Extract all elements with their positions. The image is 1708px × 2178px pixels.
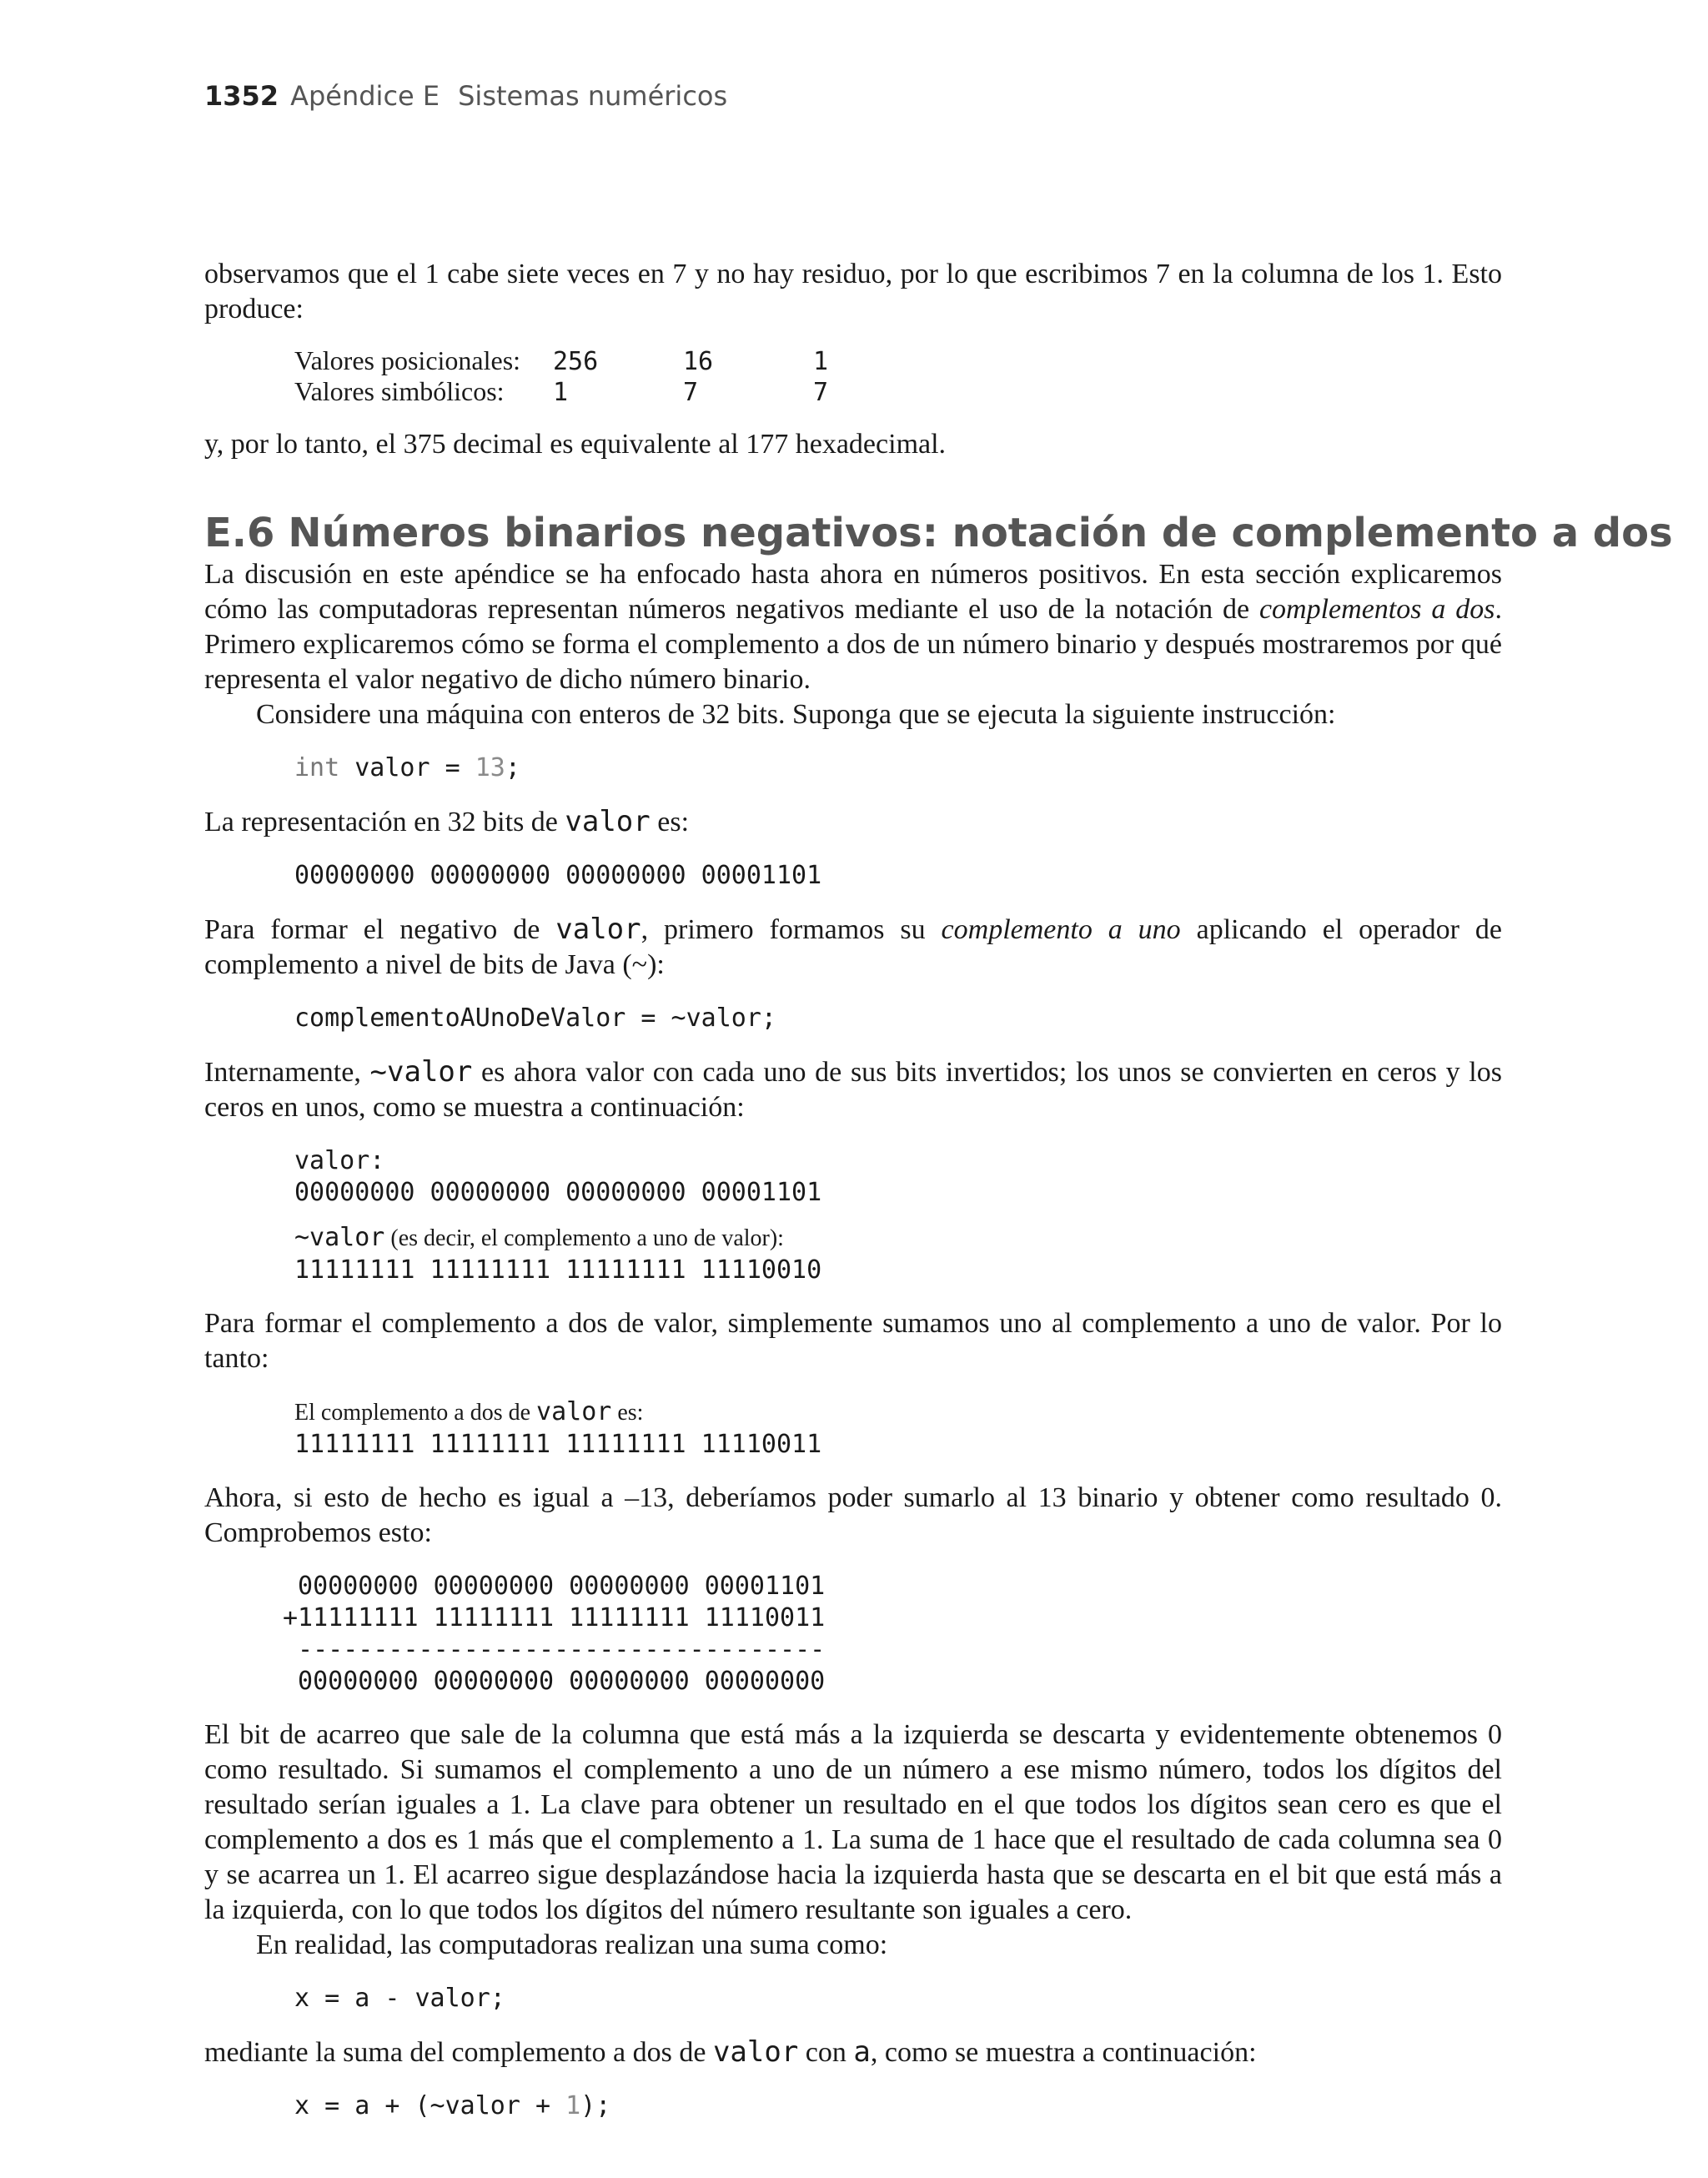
row-label: Valores posicionales: [294, 345, 521, 375]
table-cell: 7 [813, 378, 829, 407]
paragraph-text: Internamente, [204, 1057, 370, 1088]
paragraph-text: , primero formamos su [640, 914, 942, 945]
code-ones-complement: complementoAUnoDeValor = ~valor; [294, 1003, 776, 1033]
paragraph-method [204, 2035, 1502, 2070]
bits-valor: 00000000 00000000 00000000 00001101 [294, 861, 822, 890]
sum-result: 00000000 00000000 00000000 00000000 [283, 1667, 826, 1696]
paragraph-text: La discusión en este apéndice se ha enfocado hasta ahora en números positivos. En esta sección explicaremos cómo las computadoras representan números negativos mediante el uso de la notación de [204, 559, 1502, 625]
paragraph-text: aplicando el operador de complemento a nivel de bits de Java (~): [204, 914, 1502, 980]
inline-code: ~valor [294, 1223, 385, 1252]
paragraph-text: . Primero explicaremos cómo se forma el complemento a dos de un número binario y después mostraremos por qué representa el valor negativo de dicho número binario. [204, 594, 1502, 695]
paragraph-carry: El bit de acarreo que sale de la columna que está más a la izquierda se descarta y evidentemente obtenemos 0 como resultado. Si sumamos el complemento a uno de un número a ese mismo número, todos los dígitos del resultado serían iguales a 1. La clave para obtener un resultado en el que todos los dígitos sean cero es que el complemento a dos es 1 más que el complemento a 1. La suma de 1 hace que el resultado de cada columna sea 0 y se acarrea un 1. El acarreo sigue desplazándose hacia la izquierda hasta que se descarta en el bit que está más a la izquierda, con lo que todos los dígitos del número resultante son iguales a cero. [204, 1719, 1502, 1925]
paragraph-representation [204, 804, 1502, 840]
paragraph-text: Para formar el negativo de [204, 914, 556, 945]
label-ones-complement [294, 1222, 1502, 1255]
section-heading [204, 509, 1673, 557]
code-label: valor: [294, 1146, 385, 1175]
inline-code: valor [536, 1397, 612, 1426]
number-literal: 13 [475, 753, 505, 782]
emphasis-text: complemento a uno [941, 914, 1181, 945]
paragraph-check: Ahora, si esto de hecho es igual a –13, deberíamos poder sumarlo al 13 binario y obtener como resultado 0. Comprobemos esto: [204, 1482, 1502, 1548]
intro-paragraph: observamos que el 1 cabe siete veces en 7 y no hay residuo, por lo que escribimos 7 en la columna de los 1. Esto produce: [204, 259, 1502, 324]
paragraph-text: es: [650, 807, 690, 837]
paragraph-text: , como se muestra a continuación: [870, 2037, 1257, 2068]
paragraph-text: es ahora valor con cada uno de sus bits invertidos; los unos se convierten en ceros y los ceros en unos, como se muestra a continuación: [204, 1057, 1502, 1123]
paragraph-internal [204, 1054, 1502, 1125]
chapter-label: Apéndice E [290, 80, 440, 112]
bits-not: 11111111 11111111 11111111 11110010 [294, 1255, 822, 1285]
section-title: Números binarios negativos: notación de complemento a dos [288, 510, 1673, 556]
page-number: 1352 [204, 80, 279, 112]
bits-line: 00000000 00000000 00000000 00001101 [294, 1178, 822, 1207]
inline-code: valor [565, 805, 651, 838]
sum-line: +11111111 11111111 11111111 11110011 [283, 1603, 826, 1632]
table-row [294, 376, 943, 407]
label-text: es: [611, 1400, 644, 1426]
paragraph-text: La representación en 32 bits de [204, 807, 565, 837]
code-text: ); [580, 2091, 611, 2120]
label-text: El complemento a dos de [294, 1400, 537, 1426]
sum-line: 00000000 00000000 00000000 00001101 [283, 1572, 826, 1601]
table-row [294, 345, 943, 376]
code-subtraction: x = a - valor; [294, 1984, 505, 2013]
paragraph-text: con [798, 2037, 854, 2068]
label-text: (es decir, el complemento a uno de valor): [384, 1225, 784, 1251]
paragraph-text: mediante la suma del complemento a dos de [204, 2037, 713, 2068]
table-cell: 256 [553, 347, 599, 376]
code-declaration [294, 752, 1502, 784]
table-cell: 1 [553, 378, 569, 407]
emphasis-text: complementos a dos [1258, 594, 1495, 625]
bits-block-valor [294, 1145, 1502, 1209]
code-text: valor = [339, 753, 475, 782]
paragraph-negative [204, 912, 1502, 983]
code-text: ; [505, 753, 520, 782]
keyword: int [294, 753, 340, 782]
inline-code: valor [555, 913, 641, 946]
positional-values-table [294, 345, 943, 407]
page [204, 75, 1673, 2122]
paragraph-machine: Considere una máquina con enteros de 32 bits. Suponga que se ejecuta la siguiente instrucción: [256, 699, 1336, 730]
sum-divider: ----------------------------------- [283, 1635, 826, 1664]
label-twos-complement [294, 1396, 1502, 1429]
table-cell: 7 [683, 378, 699, 407]
chapter-title: Sistemas numéricos [458, 80, 728, 112]
paragraph-reality: En realidad, las computadoras realizan una suma como: [256, 1929, 888, 1960]
bits-twos: 11111111 11111111 11111111 11110011 [294, 1430, 822, 1459]
binary-sum [283, 1571, 1502, 1698]
table-cell: 1 [813, 347, 829, 376]
inline-code: a [853, 2035, 871, 2069]
table-cell: 16 [683, 347, 714, 376]
inline-code: valor [712, 2035, 799, 2069]
paragraph-twos: Para formar el complemento a dos de valor, simplemente sumamos uno al complemento a uno de valor. Por lo tanto: [204, 1308, 1502, 1374]
code-text: x = a + (~valor + [294, 2091, 566, 2120]
paragraph-intro [204, 557, 1502, 697]
number-literal: 1 [565, 2091, 581, 2120]
intro-conclusion: y, por lo tanto, el 375 decimal es equivalente al 177 hexadecimal. [204, 429, 947, 460]
inline-code: ~valor [369, 1055, 473, 1089]
running-head [204, 75, 1502, 117]
row-label: Valores simbólicos: [294, 376, 505, 406]
section-number: E.6 [204, 510, 275, 556]
code-addition [294, 2090, 1502, 2122]
